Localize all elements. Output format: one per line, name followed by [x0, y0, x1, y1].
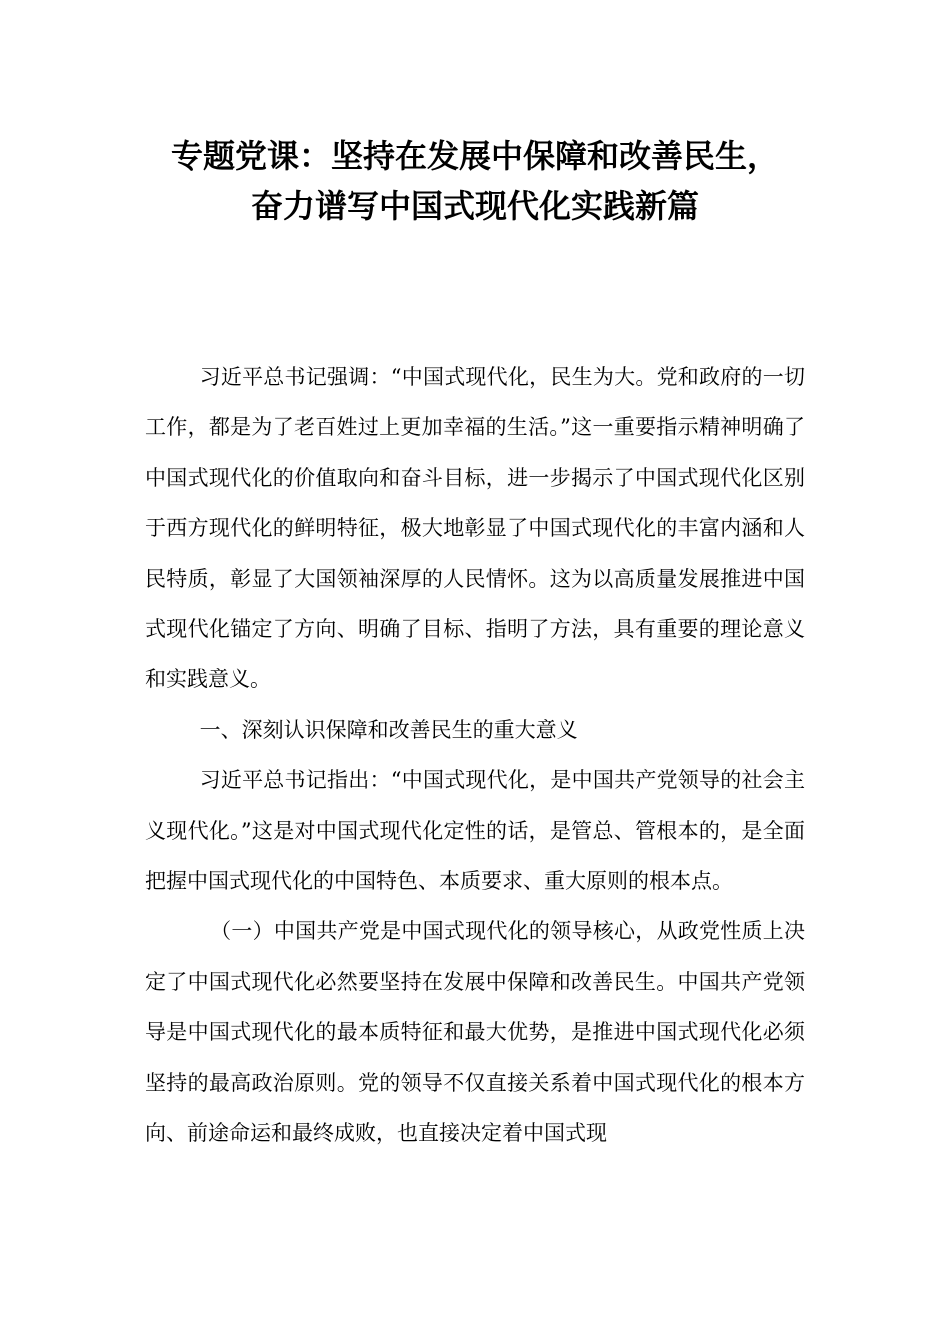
- document-title-line-2: 奋力谱写中国式现代化实践新篇: [250, 187, 699, 225]
- paragraph-intro: 习近平总书记强调：“中国式现代化，民生为大。党和政府的一切工作，都是为了老百姓过上更加幸福的生活。”这一重要指示精神明确了中国式现代化的价值取向和奋斗目标，进一步揭示了中国式现代化区别于西方现代化的鲜明特征，极大地彰显了中国式现代化的丰富内涵和人民特质，彰显了大国领袖深厚的人民情怀。这为以高质量发展推进中国式现代化锚定了方向、明确了目标、指明了方法，具有重要的理论意义和实践意义。: [145, 365, 805, 692]
- subsection-paragraph-1: （一）中国共产党是中国式现代化的领导核心，从政党性质上决定了中国式现代化必然要坚持在发展中保障和改善民生。中国共产党领导是中国式现代化的最本质特征和最大优势，是推进中国式现代化必须坚持的最高政治原则。党的领导不仅直接关系着中国式现代化的根本方向、前途命运和最终成败，也直接决定着中国式现: [145, 919, 805, 1146]
- paragraph-quote: 习近平总书记指出：“中国式现代化，是中国共产党领导的社会主义现代化。”这是对中国式现代化定性的话，是管总、管根本的，是全面把握中国式现代化的中国特色、本质要求、重大原则的根本点。: [145, 768, 805, 894]
- section-heading-1: 一、深刻认识保障和改善民生的重大意义: [199, 717, 578, 742]
- document-title-line-1: 专题党课：坚持在发展中保障和改善民生，: [170, 137, 779, 175]
- document-body: [145, 352, 805, 1159]
